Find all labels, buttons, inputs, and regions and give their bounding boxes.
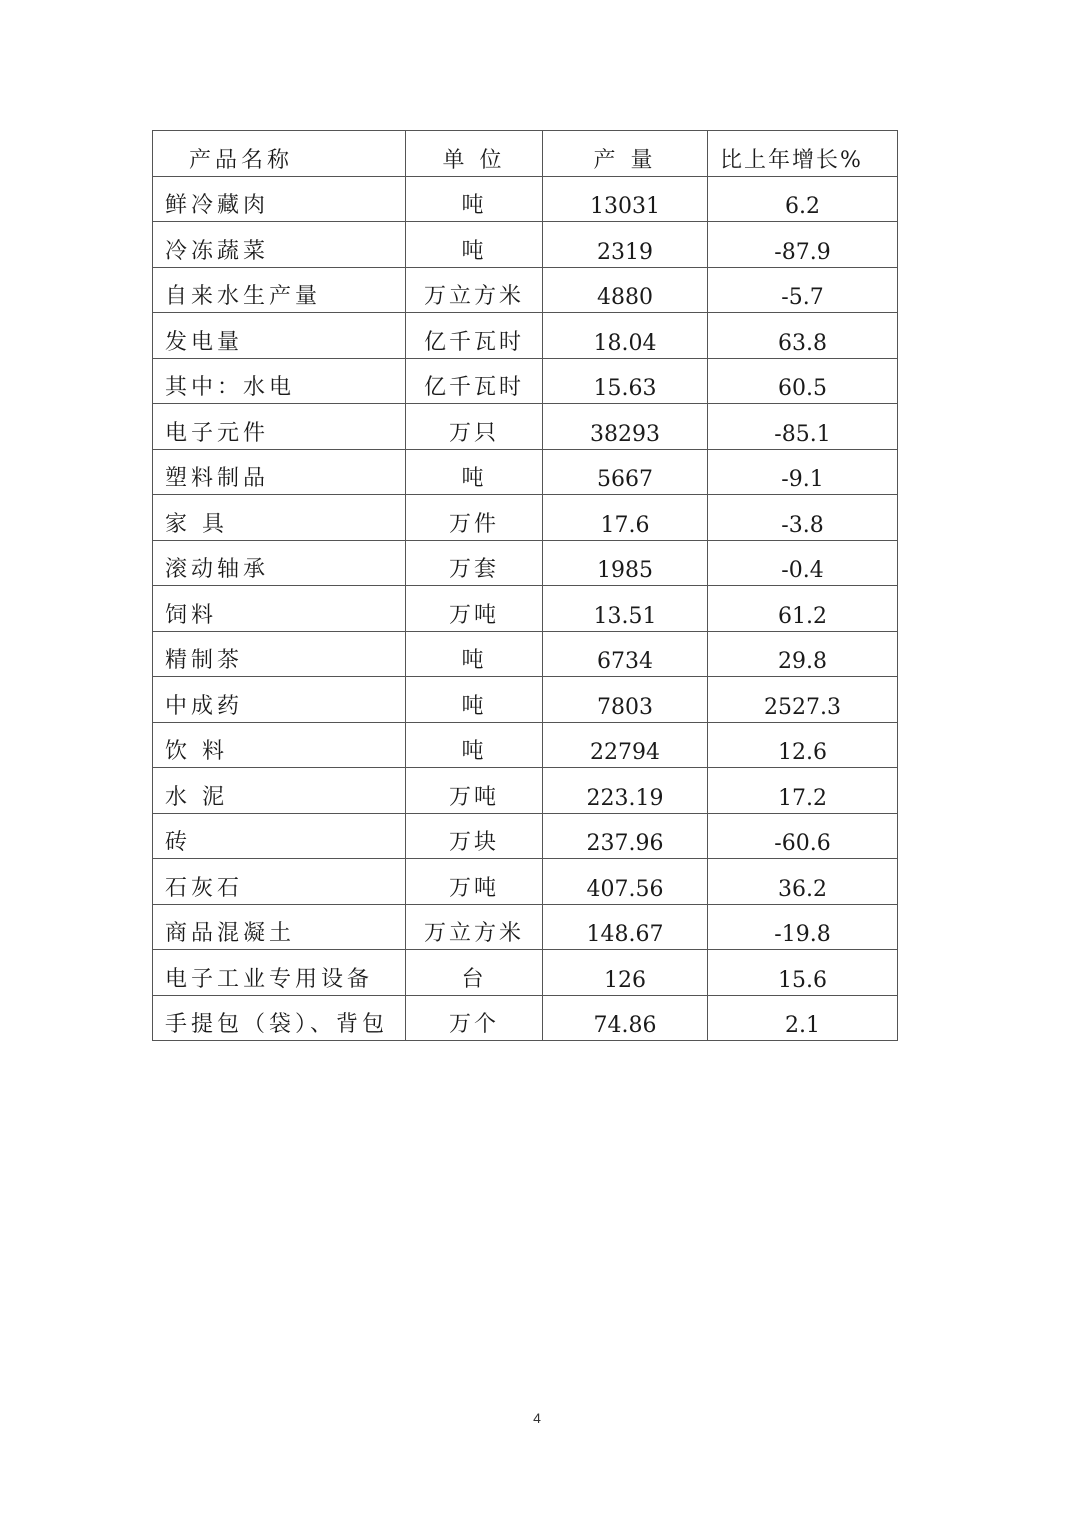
product-name-cell: 冷冻蔬菜: [153, 222, 406, 268]
output-cell: 22794: [543, 722, 708, 768]
growth-cell: 2527.3: [708, 677, 898, 723]
table-row: [153, 495, 898, 541]
unit-cell: 吨: [406, 176, 543, 222]
output-cell: 18.04: [543, 313, 708, 359]
table-row: [153, 267, 898, 313]
unit-cell: 万套: [406, 540, 543, 586]
output-cell: 237.96: [543, 813, 708, 859]
unit-cell: 万件: [406, 495, 543, 541]
output-cell: 38293: [543, 404, 708, 450]
table-row: [153, 176, 898, 222]
unit-cell: 万立方米: [406, 904, 543, 950]
header-output: 产 量: [543, 131, 708, 177]
table-row: [153, 313, 898, 359]
growth-cell: -19.8: [708, 904, 898, 950]
growth-cell: -0.4: [708, 540, 898, 586]
product-name-cell: 电子元件: [153, 404, 406, 450]
unit-cell: 吨: [406, 449, 543, 495]
header-unit: 单 位: [406, 131, 543, 177]
growth-cell: 63.8: [708, 313, 898, 359]
table-row: [153, 813, 898, 859]
table-row: [153, 768, 898, 814]
unit-cell: 万吨: [406, 586, 543, 632]
product-name-cell: 砖: [153, 813, 406, 859]
output-cell: 407.56: [543, 859, 708, 905]
unit-cell: 万个: [406, 995, 543, 1041]
unit-cell: 吨: [406, 722, 543, 768]
table-row: [153, 995, 898, 1041]
output-cell: 148.67: [543, 904, 708, 950]
product-name-cell: 发电量: [153, 313, 406, 359]
growth-cell: 29.8: [708, 631, 898, 677]
unit-cell: 万只: [406, 404, 543, 450]
product-output-table: [152, 130, 898, 1041]
table-row: [153, 859, 898, 905]
product-name-cell: 石灰石: [153, 859, 406, 905]
output-cell: 5667: [543, 449, 708, 495]
table-row: [153, 222, 898, 268]
growth-cell: 2.1: [708, 995, 898, 1041]
unit-cell: 台: [406, 950, 543, 996]
table-row: [153, 358, 898, 404]
header-growth: 比上年增长%: [708, 131, 898, 177]
table-row: [153, 722, 898, 768]
unit-cell: 吨: [406, 631, 543, 677]
product-name-cell: 滚动轴承: [153, 540, 406, 586]
growth-cell: 36.2: [708, 859, 898, 905]
unit-cell: 吨: [406, 222, 543, 268]
header-product-name: 产品名称: [153, 131, 406, 177]
product-name-cell: 鲜冷藏肉: [153, 176, 406, 222]
product-name-cell: 塑料制品: [153, 449, 406, 495]
table-row: [153, 404, 898, 450]
unit-cell: 万吨: [406, 768, 543, 814]
growth-cell: -9.1: [708, 449, 898, 495]
table-row: [153, 540, 898, 586]
output-cell: 2319: [543, 222, 708, 268]
output-cell: 15.63: [543, 358, 708, 404]
product-name-cell: 电子工业专用设备: [153, 950, 406, 996]
output-cell: 74.86: [543, 995, 708, 1041]
table-header-row: [153, 131, 898, 177]
unit-cell: 万块: [406, 813, 543, 859]
growth-cell: 17.2: [708, 768, 898, 814]
product-name-cell: 商品混凝土: [153, 904, 406, 950]
table-row: [153, 631, 898, 677]
output-cell: 13.51: [543, 586, 708, 632]
output-cell: 1985: [543, 540, 708, 586]
product-name-cell: 饲料: [153, 586, 406, 632]
table-row: [153, 449, 898, 495]
table-row: [153, 586, 898, 632]
unit-cell: 万吨: [406, 859, 543, 905]
unit-cell: 万立方米: [406, 267, 543, 313]
growth-cell: 15.6: [708, 950, 898, 996]
growth-cell: -3.8: [708, 495, 898, 541]
unit-cell: 吨: [406, 677, 543, 723]
output-cell: 13031: [543, 176, 708, 222]
table-row: [153, 677, 898, 723]
output-cell: 17.6: [543, 495, 708, 541]
unit-cell: 亿千瓦时: [406, 358, 543, 404]
output-cell: 126: [543, 950, 708, 996]
unit-cell: 亿千瓦时: [406, 313, 543, 359]
product-name-cell: 自来水生产量: [153, 267, 406, 313]
growth-cell: -5.7: [708, 267, 898, 313]
product-name-cell: 饮 料: [153, 722, 406, 768]
product-name-cell: 中成药: [153, 677, 406, 723]
output-cell: 7803: [543, 677, 708, 723]
product-name-cell: 其中：水电: [153, 358, 406, 404]
product-name-cell: 手提包（袋）、背包: [153, 995, 406, 1041]
growth-cell: -60.6: [708, 813, 898, 859]
page-number: 4: [533, 1410, 541, 1426]
output-cell: 6734: [543, 631, 708, 677]
table-row: [153, 904, 898, 950]
product-name-cell: 家 具: [153, 495, 406, 541]
growth-cell: 12.6: [708, 722, 898, 768]
growth-cell: 60.5: [708, 358, 898, 404]
growth-cell: -85.1: [708, 404, 898, 450]
output-cell: 223.19: [543, 768, 708, 814]
output-cell: 4880: [543, 267, 708, 313]
product-name-cell: 精制茶: [153, 631, 406, 677]
table-row: [153, 950, 898, 996]
growth-cell: 61.2: [708, 586, 898, 632]
product-name-cell: 水 泥: [153, 768, 406, 814]
growth-cell: -87.9: [708, 222, 898, 268]
growth-cell: 6.2: [708, 176, 898, 222]
